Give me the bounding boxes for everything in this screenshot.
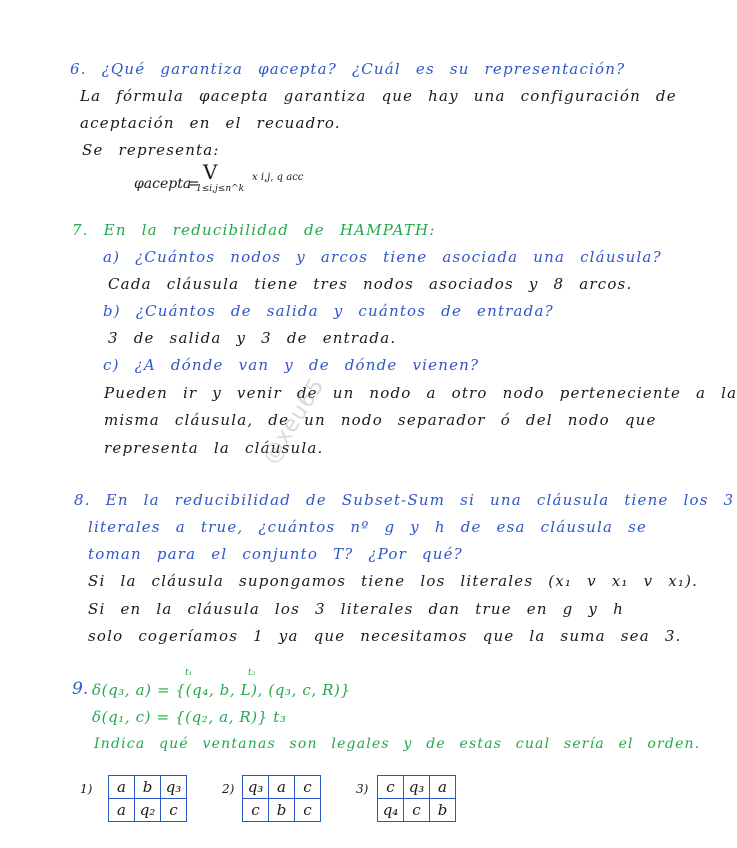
q8-answer-line1: Si la cláusula supongamos tiene los literales (x₁ v x₁ v x₁). — [88, 572, 699, 590]
grid-cell: c — [161, 799, 187, 822]
grid-cell: q₃ — [243, 776, 269, 799]
formula-op: = — [188, 176, 200, 192]
grid-cell: c — [404, 799, 430, 822]
q6-answer-line1: La fórmula φacepta garantiza que hay una configuración de — [80, 87, 677, 105]
q8-answer-line2: Si en la cláusula los 3 literales dan true en g y h — [88, 600, 624, 618]
q7-a-answer: Cada cláusula tiene tres nodos asociados y 8 arcos. — [108, 275, 633, 293]
grid-cell: q₂ — [135, 799, 161, 822]
grid-cell: q₃ — [404, 776, 430, 799]
q9-t1-label: t₁ — [185, 668, 193, 678]
grid-cell: a — [109, 776, 135, 799]
window-grid-3 — [377, 775, 456, 822]
q8-question-line2: literales a true, ¿cuántos nº g y h de esa cláusula se — [88, 518, 648, 536]
q9-line2: δ(q₁, c) = {(q₂, a, R)} t₃ — [92, 708, 287, 726]
grid-cell: c — [243, 799, 269, 822]
q9-line1: δ(q₃, a) = {(q₄, b, L), (q₃, c, R)} — [92, 681, 351, 699]
formula-lhs: φacepta — [134, 176, 192, 192]
grid-cell: c — [295, 776, 321, 799]
window-grid-2 — [242, 775, 321, 822]
q8-question-line1: 8. En la reducibilidad de Subset-Sum si una cláusula tiene los 3 — [74, 491, 735, 509]
grid-1-label: 1) — [80, 782, 93, 796]
q7-heading: 7. En la reducibilidad de HAMPATH: — [72, 221, 436, 239]
q6-answer-line2: aceptación en el recuadro. — [80, 114, 341, 132]
grid-cell: a — [430, 776, 456, 799]
grid-cell: a — [109, 799, 135, 822]
q7-c-question: c) ¿A dónde van y de dónde vienen? — [103, 356, 480, 374]
q6-answer-line3: Se representa: — [82, 141, 220, 159]
q6-question: 6. ¿Qué garantiza φacepta? ¿Cuál es su representación? — [70, 60, 626, 78]
grid-cell: c — [378, 776, 404, 799]
grid-cell: q₄ — [378, 799, 404, 822]
grid-2-label: 2) — [222, 782, 235, 796]
grid-cell: b — [135, 776, 161, 799]
formula-big-or: V — [203, 160, 218, 184]
grid-cell: b — [430, 799, 456, 822]
q7-a-question: a) ¿Cuántos nodos y arcos tiene asociada una cláusula? — [103, 248, 662, 266]
q9-t2-label: t₂ — [248, 668, 256, 678]
q7-c-answer-line3: representa la cláusula. — [104, 439, 324, 457]
q9-number: 9. — [72, 679, 89, 699]
grid-cell: q₃ — [161, 776, 187, 799]
watermark: @xeu65 — [258, 373, 330, 469]
q7-c-answer-line2: misma cláusula, de un nodo separador ó del nodo que — [104, 411, 657, 429]
q7-c-answer-line1: Pueden ir y venir de un nodo a otro nodo perteneciente a la — [104, 384, 737, 402]
q7-b-answer: 3 de salida y 3 de entrada. — [108, 329, 397, 347]
window-grid-1 — [108, 775, 187, 822]
grid-cell: a — [269, 776, 295, 799]
formula-range: 1≤i,j≤n^k — [196, 184, 245, 194]
q7-b-question: b) ¿Cuántos de salida y cuántos de entrada? — [103, 302, 554, 320]
grid-3-label: 3) — [356, 782, 369, 796]
q9-instruction: Indica qué ventanas son legales y de estas cual sería el orden. — [94, 736, 701, 752]
grid-cell: b — [269, 799, 295, 822]
q8-question-line3: toman para el conjunto T? ¿Por qué? — [88, 545, 463, 563]
grid-cell: c — [295, 799, 321, 822]
q8-answer-line3: solo cogeríamos 1 ya que necesitamos que la suma sea 3. — [88, 627, 682, 645]
formula-term: x i,j, q acc — [252, 172, 304, 183]
